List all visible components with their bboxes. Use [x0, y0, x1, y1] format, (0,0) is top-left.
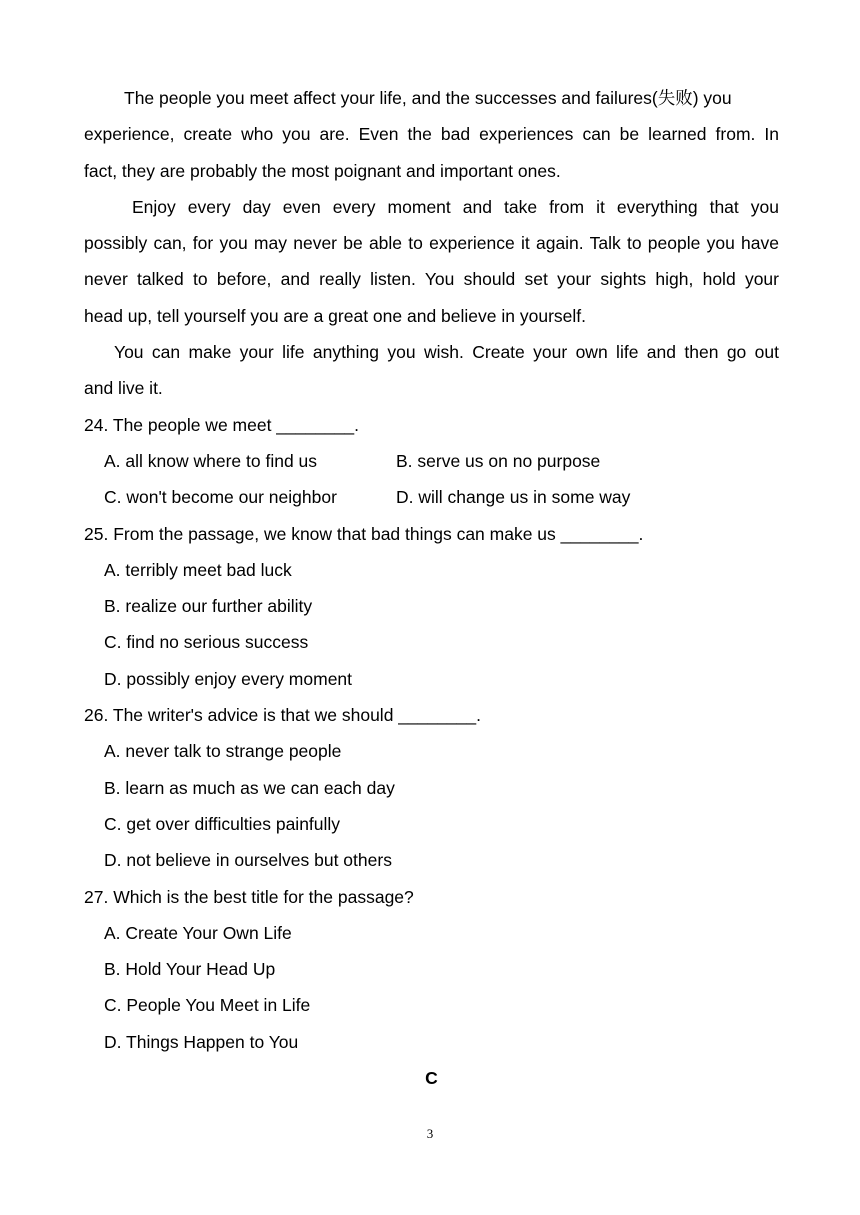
- paragraph-2-line-3: never talked to before, and really listen. You should set your sights high, hold your: [84, 269, 779, 290]
- section-heading: C: [425, 1068, 438, 1089]
- passage: [84, 80, 779, 407]
- option-a: A. Create Your Own Life: [104, 922, 292, 943]
- option-d: D. possibly enjoy every moment: [104, 668, 353, 689]
- paragraph-1-line-2: experience, create who you are. Even the bad experiences can be learned from. In: [84, 124, 779, 145]
- option-b: B. realize our further ability: [104, 596, 313, 617]
- option-b: B. serve us on no purpose: [396, 450, 601, 471]
- option-d: D. Things Happen to You: [104, 1031, 299, 1052]
- option-b: B. Hold Your Head Up: [104, 959, 276, 980]
- question-stem: 26. The writer's advice is that we should ________.: [84, 705, 482, 726]
- option-row: [84, 479, 779, 515]
- option-c: C. get over difficulties painfully: [104, 813, 341, 834]
- question-27: [84, 879, 779, 1060]
- option-c: C. People You Meet in Life: [104, 995, 311, 1016]
- paragraph-1-line-3: fact, they are probably the most poignant and important ones.: [84, 160, 561, 181]
- page-number: 3: [426, 1126, 434, 1141]
- option-a: A. all know where to find us: [104, 450, 318, 471]
- option-a: A. never talk to strange people: [104, 741, 342, 762]
- paragraph-2-line-2: possibly can, for you may never be able to experience it again. Talk to people you have: [84, 233, 779, 254]
- option-d: D. will change us in some way: [396, 487, 631, 508]
- option-d: D. not believe in ourselves but others: [104, 850, 392, 871]
- option-c: C. find no serious success: [104, 632, 309, 653]
- question-stem: 25. From the passage, we know that bad things can make us ________.: [84, 523, 644, 544]
- option-a: A. terribly meet bad luck: [104, 559, 292, 580]
- paragraph-3-line-1: You can make your life anything you wish. Create your own life and then go out: [114, 342, 779, 363]
- question-24: [84, 407, 779, 516]
- paragraph-2-line-1: Enjoy every day even every moment and take from it everything that you: [132, 196, 779, 217]
- question-stem: 24. The people we meet ________.: [84, 414, 360, 435]
- option-c: C. won't become our neighbor: [104, 487, 337, 508]
- option-b: B. learn as much as we can each day: [104, 777, 395, 798]
- option-row: [84, 443, 779, 479]
- question-25: [84, 516, 779, 697]
- question-stem: 27. Which is the best title for the passage?: [84, 886, 414, 907]
- paragraph-2-line-4: head up, tell yourself you are a great one and believe in yourself.: [84, 305, 586, 326]
- question-26: [84, 697, 779, 878]
- document-page: [84, 80, 779, 1096]
- paragraph-3-line-2: and live it.: [84, 378, 163, 399]
- paragraph-1-line-1: The people you meet affect your life, and the successes and failures(失败) you: [124, 88, 732, 108]
